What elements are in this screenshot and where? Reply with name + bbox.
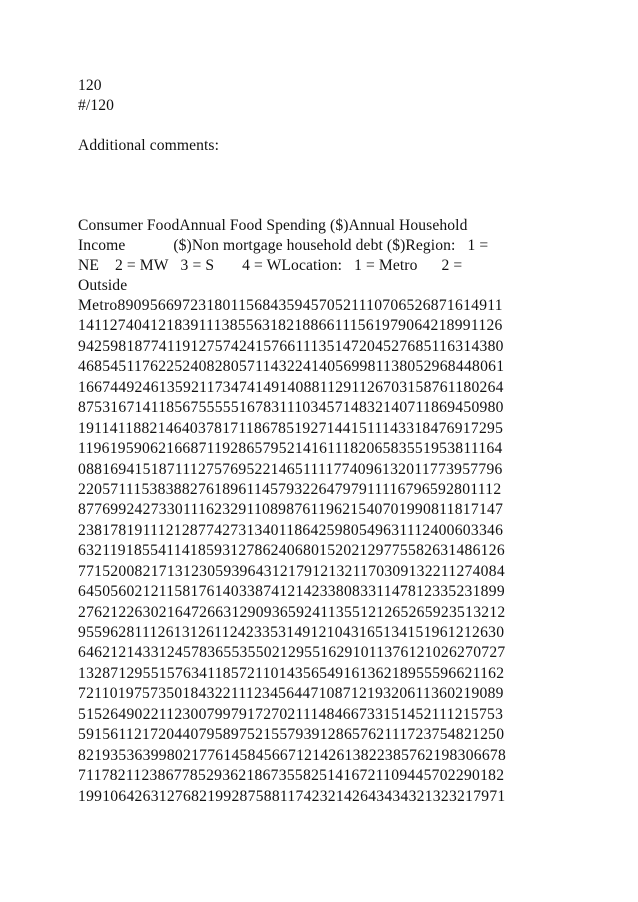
data-line: 11961959062166871192865795214161118206583551953811164 <box>78 440 503 458</box>
data-line: 14112740412183911138556318218866111561979064218991126 <box>78 317 503 335</box>
data-line: 08816941518711127576952214651111774096132011773957796 <box>78 460 503 478</box>
data-line: 27621226302164726631290936592411355121265265923513212 <box>78 603 506 621</box>
table-header-line: Income ($)Non mortgage household debt ($)Region: 1 = <box>78 237 489 254</box>
score-value: 120 <box>78 77 102 94</box>
data-line: 72110197573501843221112345644710871219320611360219089 <box>78 685 504 703</box>
spacer <box>78 116 578 136</box>
table-header-line: Consumer FoodAnnual Food Spending ($)Annual Household <box>78 217 468 234</box>
data-line: 16674492461359211734741491408811291126703158761180264 <box>78 378 504 396</box>
data-line: 87531671411856755555167831110345714832140711869450980 <box>78 399 504 417</box>
data-line: 95596281112613126112423353149121043165134151961212630 <box>78 624 505 641</box>
table-header <box>78 216 578 296</box>
data-line: 22057111538388276189611457932264797911116796592801112 <box>78 480 502 498</box>
data-block <box>78 296 578 807</box>
data-line: 71178211238677852936218673558251416721109445702290182 <box>78 767 505 785</box>
score-fraction: #/120 <box>78 97 115 114</box>
additional-comments-label: Additional comments: <box>78 137 220 154</box>
data-line: 23817819111212877427313401186425980549631112400603346 <box>78 521 504 539</box>
data-line: 64505602121158176140338741214233808331147812335231899 <box>78 583 505 601</box>
document-body <box>78 76 578 807</box>
data-line: 77152008217131230593964312179121321170309132211274084 <box>78 562 505 580</box>
data-line: 87769924273301116232911089876119621540701990811817147 <box>78 501 504 519</box>
data-line: 64621214331245783655355021295516291011376121026270727 <box>78 644 506 662</box>
table-header-line: Outside <box>78 277 128 294</box>
data-line: 46854511762252408280571143224140569981138052968448061 <box>78 358 505 376</box>
data-line: Metro890956697231801156843594570521110706526871614911 <box>78 297 503 314</box>
data-line: 19910642631276821992875881174232142643434321323217971 <box>78 787 506 805</box>
data-line: 94259818774119127574241576611135147204527685116314380 <box>78 337 504 355</box>
data-line: 63211918554114185931278624068015202129775582631486126 <box>78 542 505 560</box>
data-line: 19114118821464037817118678519271441511143318476917295 <box>78 419 504 437</box>
spacer <box>78 156 578 216</box>
data-line: 51526490221123007997917270211148466733151452111215753 <box>78 705 504 723</box>
table-header-line: NE 2 = MW 3 = S 4 = WLocation: 1 = Metro 2 = <box>78 257 463 274</box>
data-line: 82193536399802177614584566712142613822385762198306678 <box>78 746 507 764</box>
data-line: 59156112172044079589752155793912865762111723754821250 <box>78 726 505 744</box>
data-line: 13287129551576341185721101435654916136218955596621162 <box>78 664 505 682</box>
